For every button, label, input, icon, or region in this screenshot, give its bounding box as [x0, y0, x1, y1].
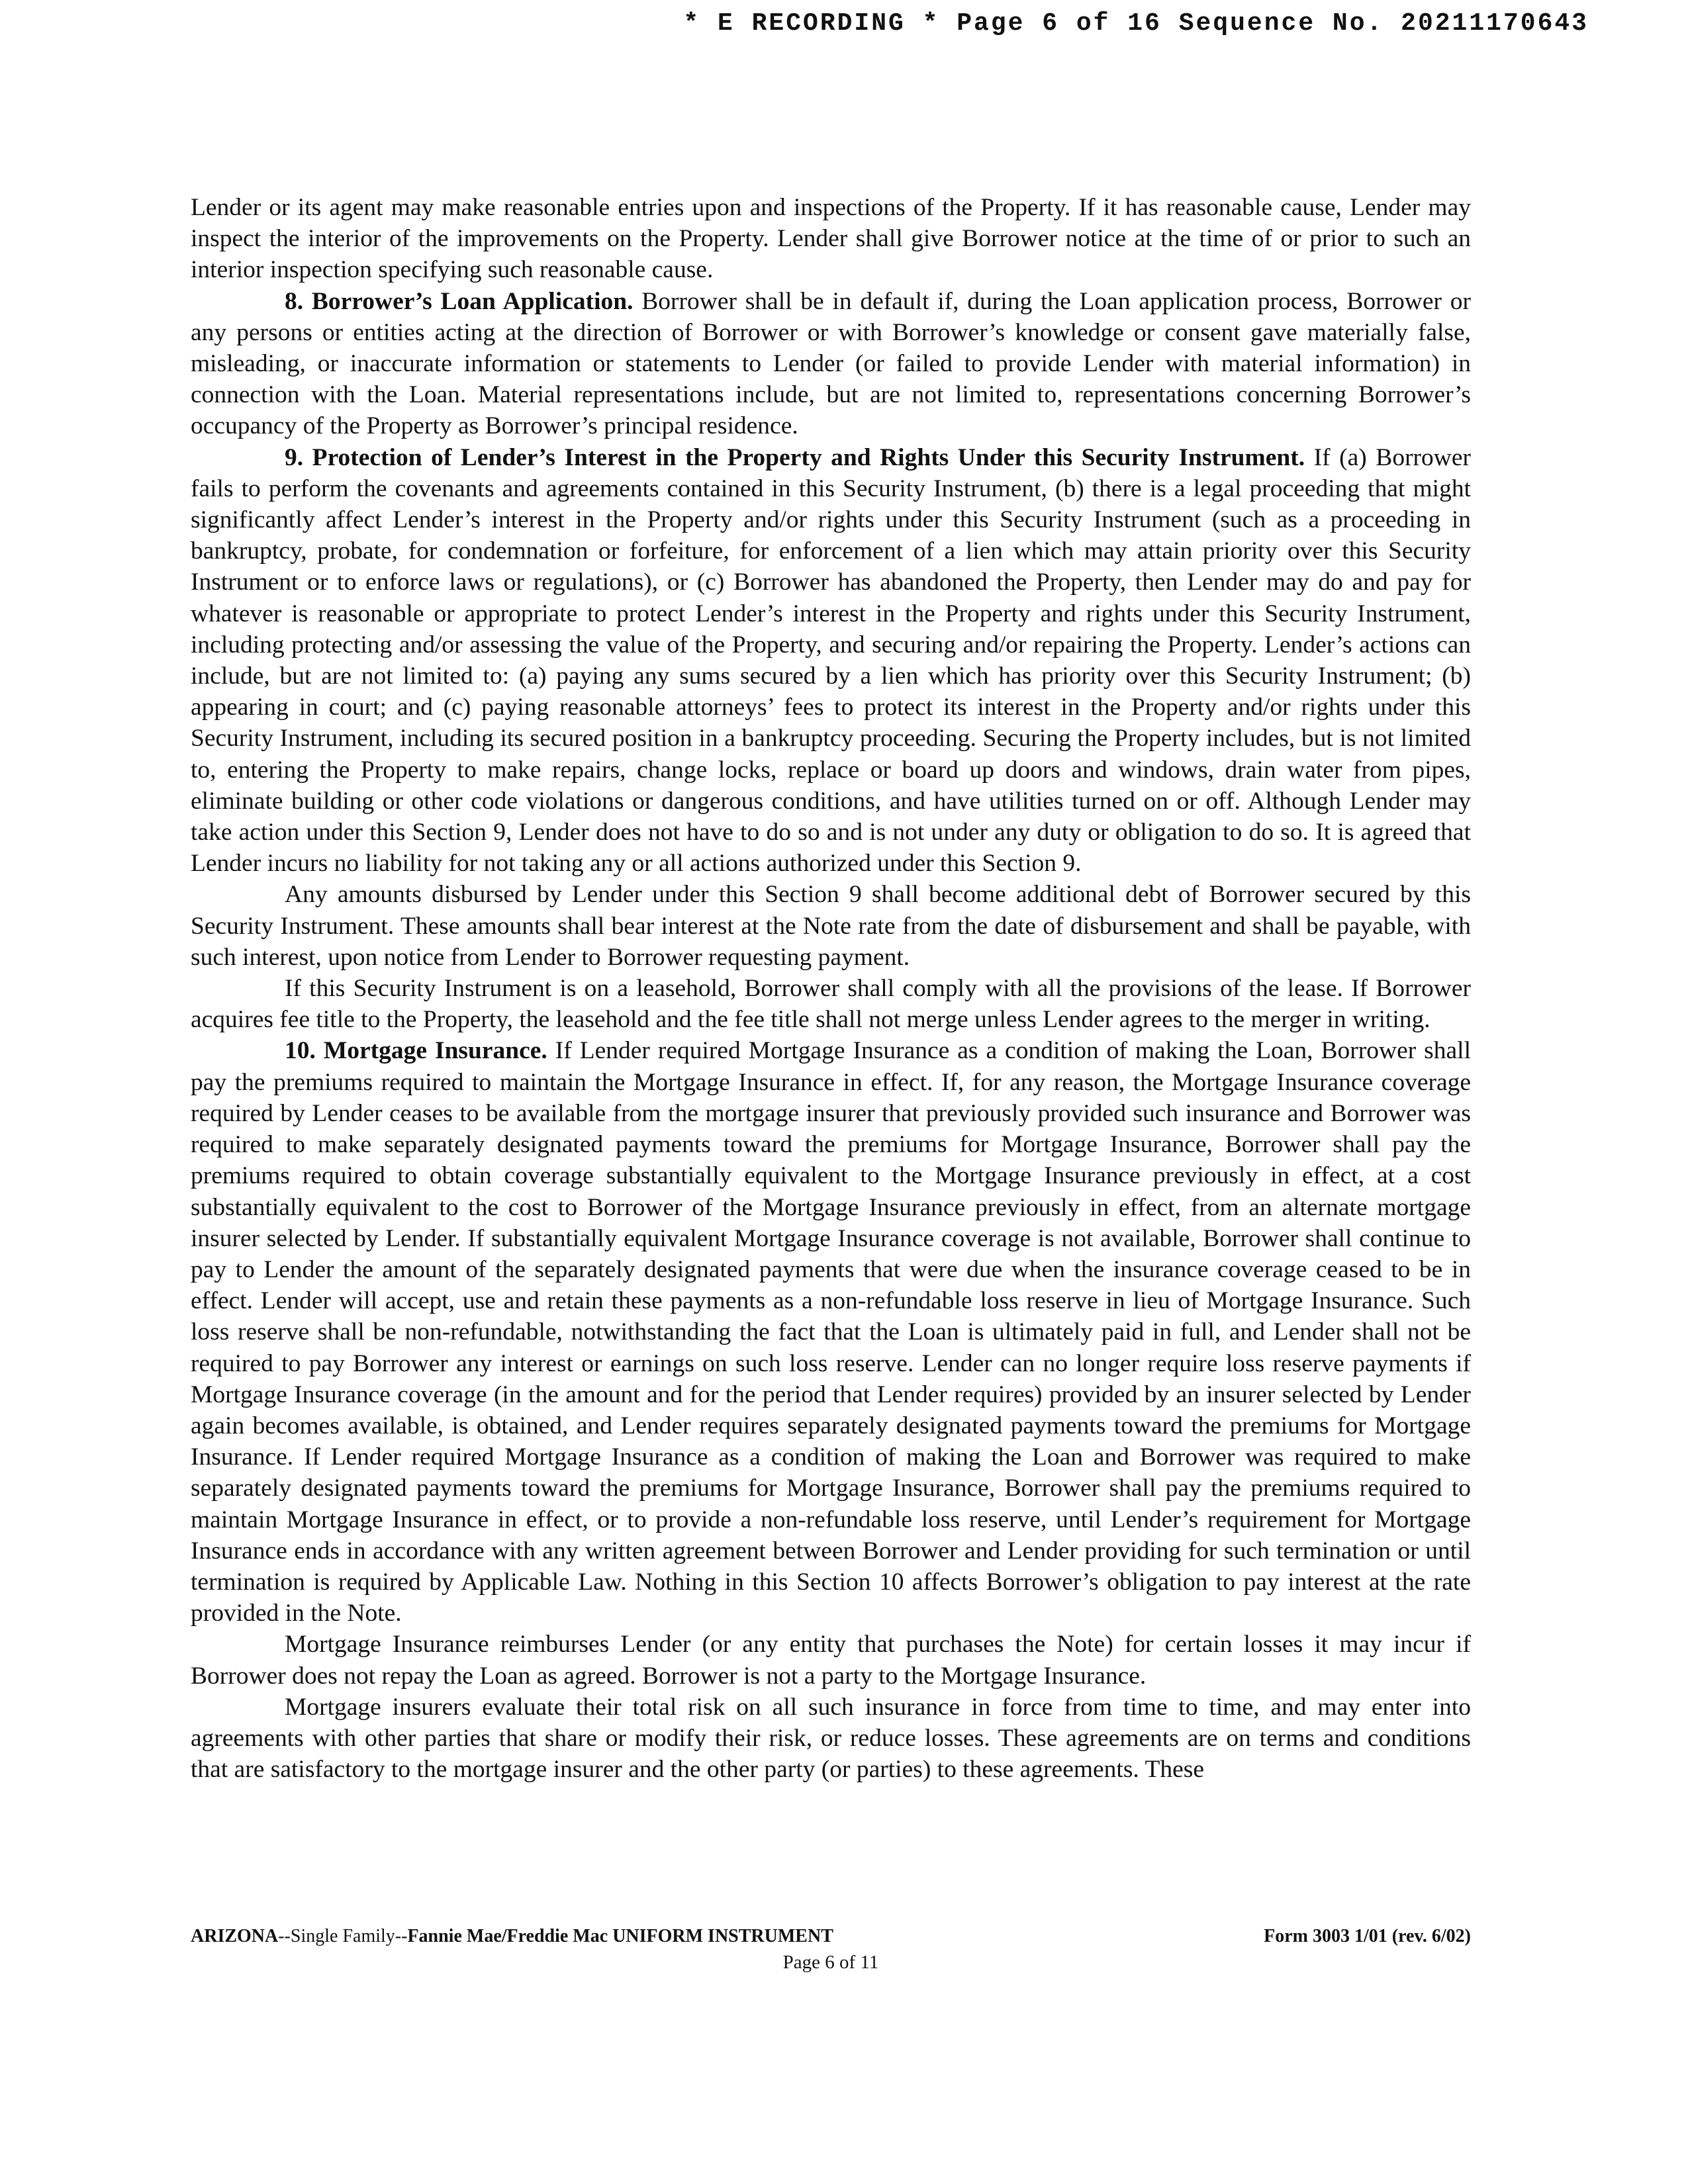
- paragraph-inspections: Lender or its agent may make reasonable entries upon and inspections of the Property. If it has reasonable cause, Lender may inspect the interior of the improvements on the Property. Lender shall give Borrower notice at the time of or prior to such an interior inspection specifying such reasonable cause.: [191, 194, 1471, 284]
- section-9-paragraph-2: Any amounts disbursed by Lender under this Section 9 shall become additional debt of Borrower secured by this Security Instrument. These amounts shall bear interest at the Note rate from the date of disbursement and shall be payable, with such interest, upon notice from Lender to Borrower requesting payment.: [191, 881, 1471, 971]
- section-10-paragraph-2: Mortgage Insurance reimburses Lender (or any entity that purchases the Note) for certain losses it may incur if Borrower does not repay the Loan as agreed. Borrower is not a party to the Mortgage Insurance.: [191, 1631, 1471, 1690]
- page-footer: [191, 1925, 1471, 1975]
- section-10-paragraph-3: Mortgage insurers evaluate their total risk on all such insurance in force from time to time, and may enter into agreements with other parties that share or modify their risk, or reduce losses. These agreements are on terms and conditions that are satisfactory to the mortgage insurer and the other party (or parties) to these agreements. These: [191, 1693, 1471, 1784]
- section-10-text: If Lender required Mortgage Insurance as a condition of making the Loan, Borrower shall pay the premiums required to maintain the Mortgage Insurance in effect. If, for any reason, the Mortgage Insurance coverage required by Lender ceases to be available from the mortgage insurer that previously provided such insurance and Borrower was required to make separately designated payments toward the premiums for Mortgage Insurance, Borrower shall pay the premiums required to obtain coverage substantially equivalent to the Mortgage Insurance previously in effect, at a cost substantially equivalent to the cost to Borrower of the Mortgage Insurance previously in effect, from an alternate mortgage insurer selected by Lender. If substantially equivalent Mortgage Insurance coverage is not available, Borrower shall continue to pay to Lender the amount of the separately designated payments that were due when the insurance coverage ceased to be in effect. Lender will accept, use and retain these payments as a non-refundable loss reserve in lieu of Mortgage Insurance. Such loss reserve shall be non-refundable, notwithstanding the fact that the Loan is ultimately paid in full, and Lender shall not be required to pay Borrower any interest or earnings on such loss reserve. Lender can no longer require loss reserve payments if Mortgage Insurance coverage (in the amount and for the period that Lender requires) provided by an insurer selected by Lender again becomes available, is obtained, and Lender requires separately designated payments toward the premiums for Mortgage Insurance. If Lender required Mortgage Insurance as a condition of making the Loan and Borrower was required to make separately designated payments toward the premiums for Mortgage Insurance, Borrower shall pay the premiums required to maintain Mortgage Insurance in effect, or to provide a non-refundable loss reserve, until Lender’s requirement for Mortgage Insurance ends in accordance with any written agreement between Borrower and Lender providing for such termination or until termination is required by Applicable Law. Nothing in this Section 10 affects Borrower’s obligation to pay interest at the rate provided in the Note.: [191, 1037, 1471, 1627]
- recording-stamp: * E RECORDING * Page 6 of 16 Sequence No. 20211170643: [683, 9, 1589, 38]
- footer-family: --Single Family--: [278, 1926, 408, 1946]
- section-9-heading: 9. Protection of Lender’s Interest in the Property and Rights Under this Security Instrument.: [285, 443, 1305, 471]
- footer-instrument: Fannie Mae/Freddie Mac UNIFORM INSTRUMENT: [407, 1926, 833, 1946]
- section-8-paragraph: [191, 286, 1471, 442]
- section-9-paragraph-3: If this Security Instrument is on a leasehold, Borrower shall comply with all the provisions of the lease. If Borrower acquires fee title to the Property, the leasehold and the fee title shall not merge unless Lender agrees to the merger in writing.: [191, 975, 1471, 1034]
- section-9-paragraph: [191, 442, 1471, 880]
- footer-state: ARIZONA: [191, 1926, 279, 1946]
- footer-row: [191, 1925, 1471, 1948]
- section-8-text: Borrower shall be in default if, during the Loan application process, Borrower or any persons or entities acting at the direction of Borrower or with Borrower’s knowledge or consent gave materially false, misleading, or inaccurate information or statements to Lender (or failed to provide Lender with material information) in connection with the Loan. Material representations include, but are not limited to, representations concerning Borrower’s occupancy of the Property as Borrower’s principal residence.: [191, 287, 1472, 440]
- section-9-text: If (a) Borrower fails to perform the covenants and agreements contained in this Security Instrument, (b) there is a legal proceeding that might significantly affect Lender’s interest in the Property and/or rights under this Security Instrument (such as a proceeding in bankruptcy, probate, for condemnation or forfeiture, for enforcement of a lien which may attain priority over this Security Instrument or to enforce laws or regulations), or (c) Borrower has abandoned the Property, then Lender may do and pay for whatever is reasonable or appropriate to protect Lender’s interest in the Property and rights under this Security Instrument, including protecting and/or assessing the value of the Property, and securing and/or repairing the Property. Lender’s actions can include, but are not limited to: (a) paying any sums secured by a lien which has priority over this Security Instrument; (b) appearing in court; and (c) paying reasonable attorneys’ fees to protect its interest in the Property and/or rights under this Security Instrument, including its secured position in a bankruptcy proceeding. Securing the Property includes, but is not limited to, entering the Property to make repairs, change locks, replace or board up doors and windows, drain water from pipes, eliminate building or other code violations or dangerous conditions, and have utilities turned on or off. Although Lender may take action under this Section 9, Lender does not have to do so and is not under any duty or obligation to do so. It is agreed that Lender incurs no liability for not taking any or all actions authorized under this Section 9.: [191, 443, 1472, 878]
- footer-form-number: Form 3003 1/01 (rev. 6/02): [1264, 1926, 1471, 1946]
- document-body: [191, 192, 1471, 1785]
- footer-form-title: [191, 1925, 833, 1948]
- section-10-paragraph: [191, 1035, 1471, 1629]
- footer-page-number: Page 6 of 11: [782, 1952, 879, 1973]
- section-10-heading: 10. Mortgage Insurance.: [285, 1037, 547, 1065]
- section-8-heading: 8. Borrower’s Loan Application.: [285, 287, 633, 315]
